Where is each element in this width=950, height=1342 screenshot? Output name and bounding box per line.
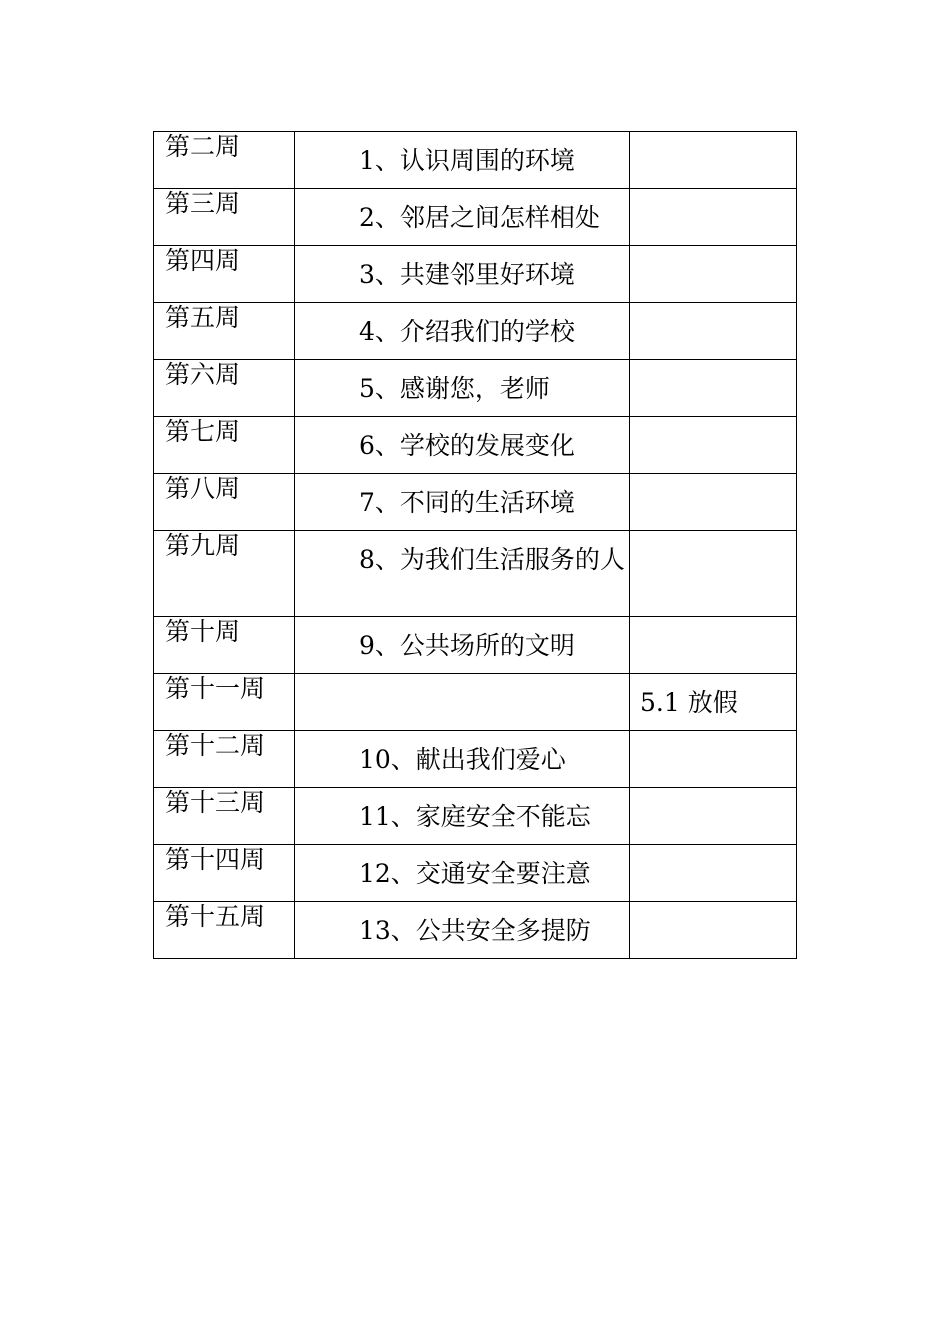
week-label: 第十一周	[165, 674, 266, 703]
note-cell	[630, 902, 797, 959]
week-label: 第十周	[165, 617, 241, 646]
note-text	[630, 531, 796, 538]
lesson-title: 6、学校的发展变化	[359, 431, 575, 460]
note-cell	[630, 617, 797, 674]
lesson-cell	[295, 417, 630, 474]
lesson-cell	[295, 189, 630, 246]
note-text: 5.1 放假	[640, 688, 738, 717]
week-label: 第十五周	[165, 902, 266, 931]
lesson-cell	[295, 303, 630, 360]
table-row	[154, 845, 797, 902]
lesson-cell	[295, 246, 630, 303]
table-row	[154, 189, 797, 246]
note-cell	[630, 674, 797, 731]
week-label: 第四周	[165, 246, 241, 275]
note-cell	[630, 788, 797, 845]
table-row	[154, 617, 797, 674]
note-text	[630, 189, 796, 196]
note-text	[630, 845, 796, 852]
note-cell	[630, 731, 797, 788]
note-text	[630, 617, 796, 624]
lesson-title: 2、邻居之间怎样相处	[359, 203, 600, 232]
note-cell	[630, 132, 797, 189]
week-label: 第五周	[165, 303, 241, 332]
lesson-cell	[295, 902, 630, 959]
lesson-title: 9、公共场所的文明	[359, 631, 575, 660]
lesson-cell	[295, 474, 630, 531]
lesson-cell	[295, 731, 630, 788]
table-row	[154, 246, 797, 303]
week-label: 第六周	[165, 360, 241, 389]
note-cell	[630, 531, 797, 617]
week-cell	[154, 674, 295, 731]
week-cell	[154, 845, 295, 902]
week-label: 第八周	[165, 474, 241, 503]
week-cell	[154, 617, 295, 674]
table-row	[154, 303, 797, 360]
table-row	[154, 902, 797, 959]
week-label: 第三周	[165, 189, 241, 218]
schedule-table	[153, 131, 797, 959]
week-cell	[154, 303, 295, 360]
week-cell	[154, 531, 295, 617]
note-text	[630, 417, 796, 424]
note-text	[630, 360, 796, 367]
table-row	[154, 531, 797, 617]
week-cell	[154, 474, 295, 531]
week-label: 第十四周	[165, 845, 266, 874]
lesson-cell	[295, 788, 630, 845]
note-cell	[630, 417, 797, 474]
note-text	[630, 132, 796, 139]
table-row	[154, 360, 797, 417]
table-row	[154, 731, 797, 788]
week-label: 第十二周	[165, 731, 266, 760]
week-label: 第十三周	[165, 788, 266, 817]
week-cell	[154, 788, 295, 845]
note-text	[630, 474, 796, 481]
week-cell	[154, 360, 295, 417]
week-label: 第七周	[165, 417, 241, 446]
week-label: 第九周	[165, 531, 241, 560]
note-text	[630, 246, 796, 253]
week-cell	[154, 132, 295, 189]
note-cell	[630, 845, 797, 902]
lesson-title: 4、介绍我们的学校	[359, 317, 575, 346]
lesson-cell	[295, 132, 630, 189]
table-row	[154, 417, 797, 474]
lesson-cell	[295, 531, 630, 617]
lesson-title: 5、感谢您，老师	[359, 374, 550, 403]
lesson-title: 1、认识周围的环境	[359, 146, 575, 175]
table-row	[154, 474, 797, 531]
lesson-cell	[295, 674, 630, 731]
lesson-title: 12、交通安全要注意	[359, 859, 591, 888]
lesson-title: 11、家庭安全不能忘	[359, 802, 591, 831]
lesson-title: 7、不同的生活环境	[359, 488, 575, 517]
note-text	[630, 303, 796, 310]
week-cell	[154, 189, 295, 246]
week-label: 第二周	[165, 132, 241, 161]
note-text	[630, 788, 796, 795]
note-text	[630, 731, 796, 738]
week-cell	[154, 902, 295, 959]
note-cell	[630, 189, 797, 246]
table-row	[154, 132, 797, 189]
note-cell	[630, 303, 797, 360]
lesson-title: 10、献出我们爱心	[359, 745, 566, 774]
week-cell	[154, 731, 295, 788]
lesson-title: 3、共建邻里好环境	[359, 260, 575, 289]
note-cell	[630, 246, 797, 303]
lesson-title: 8、为我们生活服务的人	[359, 545, 625, 574]
table-row	[154, 674, 797, 731]
week-cell	[154, 417, 295, 474]
lesson-title: 13、公共安全多提防	[359, 916, 591, 945]
week-cell	[154, 246, 295, 303]
note-cell	[630, 360, 797, 417]
note-text	[630, 902, 796, 909]
lesson-cell	[295, 845, 630, 902]
table-row	[154, 788, 797, 845]
lesson-cell	[295, 360, 630, 417]
lesson-title	[295, 674, 629, 681]
note-cell	[630, 474, 797, 531]
lesson-cell	[295, 617, 630, 674]
